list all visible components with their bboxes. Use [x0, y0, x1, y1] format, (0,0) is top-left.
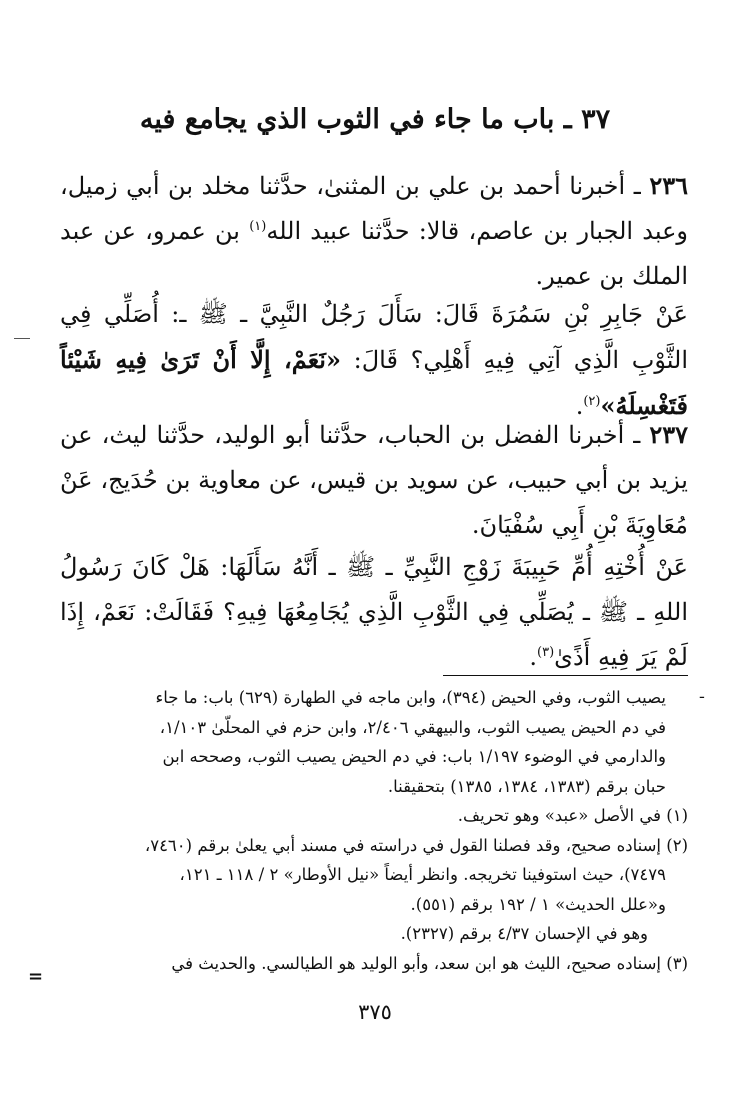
hadith-237-matn [60, 545, 688, 680]
footnote-continuation-line: حبان برقم (١٣٨٣، ١٣٨٤، ١٣٨٥) بتحقيقنا. [387, 776, 666, 796]
continue-sign: = [28, 966, 44, 987]
footnote-2-line: و«علل الحديث» ١ / ١٩٢ برقم (٥٥١). [410, 894, 666, 914]
hadith-236-isnad-text-2: بن عمرو، عن عبد الملك بن عمير. [60, 217, 688, 290]
footnote-divider [443, 675, 688, 676]
hadith-236-matn-text: عَنْ جَابِرِ بْنِ سَمُرَةَ قَالَ: سَأَلَ رَجُلٌ النَّبِيَّ ـ ﷺ ـ: أُصَلِّي فِي الثَّوْبِ الَّذِي آتِي فِيهِ أَهْلِي؟ قَالَ: [60, 300, 688, 374]
footnote-continuation-line: يصيب الثوب، وفي الحيض (٣٩٤)، وابن ماجه في الطهارة (٦٢٩) باب: ما جاء [155, 688, 666, 707]
footnote-1: (١) في الأصل «عبد» وهو تحريف. [457, 806, 688, 825]
hadith-237-matn-text: عَنْ أُخْتِهِ أُمِّ حَبِيبَةَ زَوْجِ النَّبِيِّ ـ ﷺ ـ أَنَّهُ سَأَلَهَا: هَلْ كَانَ رَسُولُ اللهِ ـ ﷺ ـ يُصَلِّي فِي الثَّوْبِ الَّذِي يُجَامِعُهَا فِيهِ؟ فَقَالَتْ: نَعَمْ، إِذَا لَمْ يَرَ فِيهِ أَذًىٰ [60, 553, 689, 671]
hadith-237-isnad [60, 412, 688, 548]
hadith-236-number: ٢٣٦ [649, 171, 688, 200]
hadith-236-prophet-saying: «نَعَمْ، إِلَّا أَنْ تَرَىٰ فِيهِ شَيْئاً فَتَغْسِلَهُ» [60, 345, 688, 420]
footnote-2-line: (٢) إسناده صحيح، وقد فصلنا القول في دراسته في مسند أبي يعلىٰ برقم (٧٤٦٠، [144, 835, 688, 855]
footnote-ref-1[interactable]: (١) [249, 219, 267, 234]
footnote-ref-2[interactable]: (٢) [583, 394, 601, 409]
footnote-continuation-line: في دم الحيض يصيب الثوب، والبيهقي ٢/٤٠٦، وابن حزم في المحلّىٰ ١/١٠٣، [159, 717, 666, 737]
page-number: ٣٧٥ [358, 1000, 392, 1024]
hadith-237-end: . [529, 643, 538, 671]
hadith-236-matn [60, 292, 688, 429]
footnote-continuation-line: والدارمي في الوضوء ١/١٩٧ باب: في دم الحيض يصيب الثوب، وصححه ابن [162, 747, 666, 766]
hadith-236-isnad [60, 163, 688, 299]
hadith-237-isnad-text: ـ أخبرنا الفضل بن الحباب، حدَّثنا أبو الوليد، حدَّثنا ليث، عن يزيد بن أبي حبيب، عن سويد بن قيس، عن معاوية بن حُدَيج، عَنْ مُعَاوِيَةَ بْنِ أَبِي سُفْيَانَ. [60, 421, 688, 539]
continuation-mark: ـ [699, 686, 704, 702]
footnote-2-line: وهو في الإحسان ٤/٣٧ برقم (٢٣٢٧). [400, 924, 648, 943]
hadith-236-isnad-text: ـ أخبرنا أحمد بن علي بن المثنىٰ، حدَّثنا مخلد بن أبي زميل، وعبد الجبار بن عاصم، قالا: حدَّثنا عبيد الله [60, 172, 689, 245]
hadith-236-end: . [575, 392, 584, 420]
footnote-ref-3[interactable]: (٣) [537, 645, 555, 660]
footnote-2-line: ٧٤٧٩)، حيث استوفينا تخريجه. وانظر أيضاً «نيل الأوطار» ٢ / ١١٨ ـ ١٢١، [179, 865, 666, 884]
margin-mark [14, 338, 30, 339]
footnotes [40, 683, 688, 978]
footnote-3: (٣) إسناده صحيح، الليث هو ابن سعد، وأبو الوليد هو الطيالسي. والحديث في [171, 953, 688, 973]
chapter-title: ٣٧ ـ باب ما جاء في الثوب الذي يجامع فيه [139, 104, 611, 135]
hadith-237-number: ٢٣٧ [649, 420, 688, 449]
